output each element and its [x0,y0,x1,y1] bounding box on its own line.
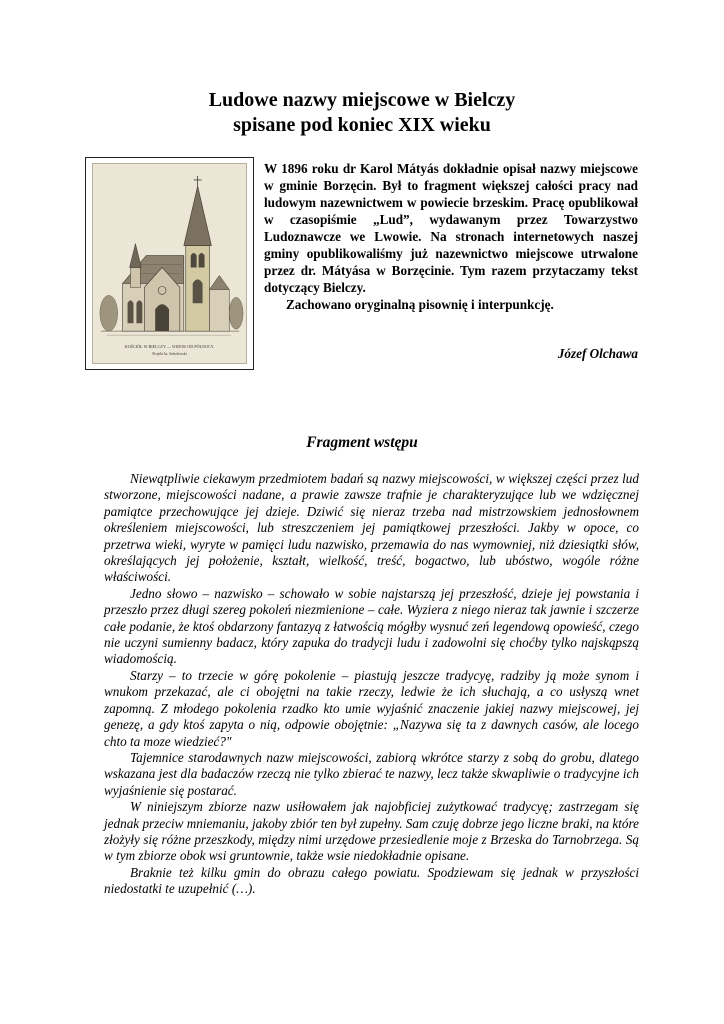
intro-block [264,160,638,313]
intro-note: Zachowano oryginalną pisownię i interpunkcję. [286,297,554,312]
body-paragraph: Starzy – to trzecie w górę pokolenie – piastują jeszcze tradycyę, radziby ją może synom i wnukom przekazać, ale ci obojętni na takie rzeczy, ledwie że ich słuchają, a co usłyszą wnet zapomną. Z młodego pokolenia rzadko kto umie wyjaśnić znaczenie jakiej nazwy miejscowej, jej genezę, a gdy ktoś zapyta o nią, odpowie obojętnie: „Nazywa się ta z dawnych casów, ale locego chto ta moze wiedzieć?" [104,667,639,749]
document-title [0,88,724,138]
church-drawing-icon [93,164,246,363]
illustration-caption-2: Projekt ks. Sobolewski [152,352,187,357]
author-signature: Józef Olchawa [557,346,638,361]
section-body [104,471,639,898]
title-line-2: spisane pod koniec XIX wieku [233,114,491,136]
title-line-1: Ludowe nazwy miejscowe w Bielczy [208,89,516,111]
intro-paragraph: W 1896 roku dr Karol Mátyás dokładnie opisał nazwy miejscowe w gminie Borzęcin. Był to fragment większej całości pracy nad ludowym nazewnictwem w powiecie brzeskim. Pracę opublikował w czasopiśmie „Lud”, wydawanym przez Towarzystwo Ludoznawcze we Lwowie. Na stronach internetowych naszej gminy opublikowaliśmy już nazewnictwo miejscowe utrwalone przez dr. Mátyása w Borzęcinie. Tym razem przytaczamy tekst dotyczący Bielczy. [264,161,638,295]
body-paragraph: Jedno słowo – nazwisko – schowało w sobie najstarszą jej przeszłość, dzieje jej powstania i przeszło przez długi szereg pokoleń niezmienione – całe. Wyziera z niego nieraz tak jawnie i szczerze całe podanie, że ktoś obdarzony fantazyą z łatwością mógłby wysnuć zeń legendową opowieść, czego nie uczyni sumienny badacz, który zapuka do tradycji ludu i zadowolni się choćby tylko najskąpszą wiadomością. [104,585,639,667]
section-title: Fragment wstępu [306,434,418,451]
body-paragraph: W niniejszym zbiorze nazw usiłowałem jak najobficiej zużytkować tradycyę; zastrzegam się jednak przeciw mniemaniu, jakoby zbiór ten był zupełny. Sam czuję dobrze jego liczne braki, na które złożyły się różne przeszkody, między nimi urzędowe przesiedlenie moje z Brzeska do Tarnobrzega. Są w tym zbiorze obok wsi gruntownie, także wsie niedokładnie opisane. [104,799,639,864]
church-engraving [92,163,247,364]
body-paragraph: Niewątpliwie ciekawym przedmiotem badań są nazwy miejscowości, w większej części przez lud stworzone, miejscowości nadane, a prawie zawsze trafnie je charakteryzujące lub we wdzięcznej pamiątce przechowujące jej dzieje. Dziwić się nieraz trzeba nad mistrzowskiem jednosłownem określeniem miejscowości, lub streszczeniem jej pamiątkowej przeszłości. Jakby w opoce, co przetrwa wieki, wyryte w pamięci ludu nazwisko, przemawia do nas wymowniej, niż dziesiątki słów, określających jej położenie, kształt, wielkość, treść, bogactwo, lub ubóstwo, wogóle różne właściwości. [104,471,639,585]
church-illustration [85,157,254,370]
body-paragraph: Braknie też kilku gmin do obrazu całego powiatu. Spodziewam się jednak w przyszłości niedostatki te uzupełnić (…). [104,864,639,897]
body-paragraph: Tajemnice starodawnych nazw miejscowości, zabiorą wkrótce starzy z sobą do grobu, dlatego wskazana jest dla badaczów rzeczą nie tylko zbierać te nazwy, lecz także skwapliwie o tradycyjne ich wyjaśnienie się postarać. [104,749,639,798]
illustration-caption-1: KOŚCIÓŁ W BIELCZY — WIDOK OD PÓŁNOCY. [124,344,215,350]
